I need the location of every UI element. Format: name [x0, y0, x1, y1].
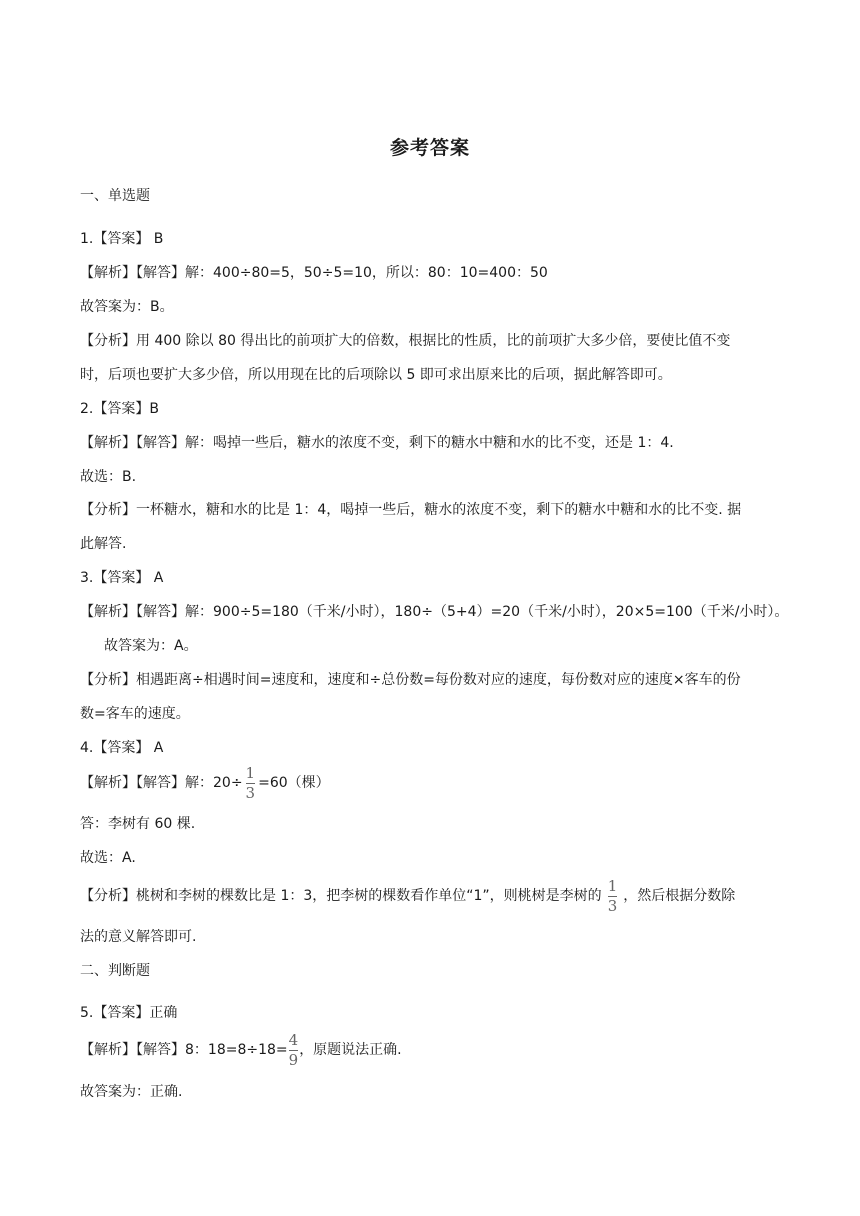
- fraction-one-third: [607, 876, 618, 915]
- q4-fenxi-line1: [80, 877, 780, 915]
- q5-conclusion: 故答案为：正确.: [80, 1084, 183, 1100]
- q3-answer: 3.【答案】 A: [80, 570, 164, 586]
- fraction-one-third: [245, 763, 256, 802]
- fraction-denominator: 3: [607, 896, 618, 915]
- q3-fenxi-line2: 数=客车的速度。: [80, 706, 190, 722]
- fraction-four-ninths: [288, 1030, 299, 1069]
- q5-analysis: [80, 1031, 780, 1069]
- q2-fenxi-line2: 此解答.: [80, 536, 127, 552]
- q3-fenxi-line1: 【分析】相遇距离÷相遇时间=速度和，速度和÷总份数=每份数对应的速度，每份数对应的速度×客车的份: [80, 672, 741, 688]
- fraction-denominator: 9: [288, 1050, 299, 1069]
- q4-analysis-prefix: 【解析】【解答】解：20÷: [80, 775, 243, 791]
- q1-answer: 1.【答案】 B: [80, 231, 164, 247]
- q4-fenxi-line2: 法的意义解答即可.: [80, 929, 197, 945]
- q1-fenxi-line1: 【分析】用 400 除以 80 得出比的前项扩大的倍数，根据比的性质，比的前项扩大多少倍，要使比值不变: [80, 333, 731, 349]
- q2-fenxi-line1: 【分析】一杯糖水，糖和水的比是 1：4，喝掉一些后，糖水的浓度不变，剩下的糖水中糖和水的比不变. 据: [80, 502, 742, 518]
- fraction-denominator: 3: [245, 783, 256, 802]
- q4-fenxi-prefix: 【分析】桃树和李树的棵数比是 1：3，把李树的棵数看作单位“1”，则桃树是李树的: [80, 888, 602, 904]
- q1-conclusion: 故答案为：B。: [80, 299, 174, 315]
- q5-analysis-suffix: ，原题说法正确.: [299, 1042, 402, 1058]
- q2-conclusion: 故选：B.: [80, 469, 137, 485]
- fraction-numerator: 4: [288, 1030, 299, 1049]
- q4-analysis: [80, 764, 780, 802]
- q1-fenxi-line2: 时，后项也要扩大多少倍，所以用现在比的后项除以 5 即可求出原来比的后项，据此解答即可。: [80, 367, 672, 383]
- page-title: 参考答案: [389, 137, 470, 159]
- q5-analysis-prefix: 【解析】【解答】8：18=8÷18=: [80, 1042, 288, 1058]
- q1-analysis: 【解析】【解答】解：400÷80=5，50÷5=10，所以：80：10=400：50: [80, 265, 548, 281]
- section-heading-single-choice: 一、单选题: [80, 188, 150, 204]
- section-heading-true-false: 二、判断题: [80, 963, 150, 979]
- q3-analysis: 【解析】【解答】解：900÷5=180（千米/小时），180÷（5+4）=20（千米/小时），20×5=100（千米/小时）。: [80, 604, 789, 620]
- q4-analysis-suffix: =60（棵）: [258, 775, 330, 791]
- q4-conclusion: 故选：A.: [80, 850, 136, 866]
- q3-conclusion: 故答案为：A。: [104, 638, 198, 654]
- fraction-numerator: 1: [245, 763, 256, 782]
- q4-reply: 答：李树有 60 棵.: [80, 816, 196, 832]
- q5-answer: 5.【答案】正确: [80, 1005, 178, 1021]
- fraction-numerator: 1: [607, 876, 618, 895]
- q4-fenxi-suffix: ，然后根据分数除: [623, 888, 736, 904]
- q4-answer: 4.【答案】 A: [80, 740, 164, 756]
- q2-analysis: 【解析】【解答】解：喝掉一些后，糖水的浓度不变，剩下的糖水中糖和水的比不变，还是 1：4.: [80, 435, 674, 451]
- q2-answer: 2.【答案】B: [80, 401, 159, 417]
